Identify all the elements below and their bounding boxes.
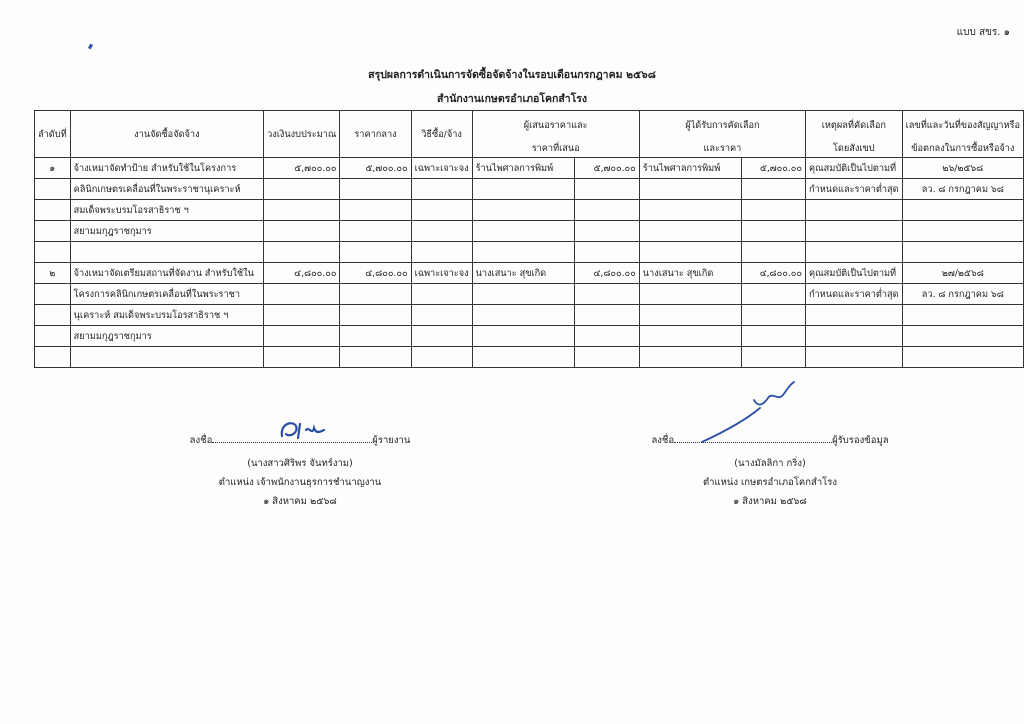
table-row bbox=[35, 263, 1024, 284]
cell-no: ๒ bbox=[35, 263, 71, 284]
cell-contract-no: ๒๖/๒๕๖๘ bbox=[902, 158, 1023, 179]
handwritten-signature-right bbox=[698, 378, 808, 448]
cell-budget: ๔,๘๐๐.๐๐ bbox=[264, 263, 340, 284]
col-budget: วงเงินงบประมาณ bbox=[264, 111, 340, 158]
col-contract: เลขที่และวันที่ของสัญญาหรือ bbox=[902, 111, 1023, 140]
cell-reason: กำหนดและราคาต่ำสุด bbox=[806, 284, 903, 305]
cell-item: โครงการคลินิกเกษตรเคลื่อนที่ในพระราชา bbox=[70, 284, 263, 305]
col-contract-sub: ข้อตกลงในการซื้อหรือจ้าง bbox=[902, 139, 1023, 158]
sign-role: ผู้รับรองข้อมูล bbox=[832, 435, 889, 446]
cell-reason: คุณสมบัติเป็นไปตามที่ bbox=[806, 158, 903, 179]
cell-method: เฉพาะเจาะจง bbox=[411, 158, 472, 179]
cell-item: สมเด็จพระบรมโอรสาธิราช ฯ bbox=[70, 200, 263, 221]
ink-mark bbox=[88, 44, 93, 50]
procurement-table bbox=[34, 110, 1024, 368]
sign-prefix: ลงชื่อ bbox=[189, 435, 213, 446]
table-row bbox=[35, 179, 1024, 200]
col-median-price: ราคากลาง bbox=[340, 111, 411, 158]
cell-method: เฉพาะเจาะจง bbox=[411, 263, 472, 284]
signer-name: (นางสาวศิริพร จันทร์งาม) bbox=[247, 458, 353, 469]
cell-item: นุเคราะห์ สมเด็จพระบรมโอรสาธิราช ฯ bbox=[70, 305, 263, 326]
cell-item: คลินิกเกษตรเคลื่อนที่ในพระราชานุเคราะห์ bbox=[70, 179, 263, 200]
document-title: สรุปผลการดำเนินการจัดซื้อจัดจ้างในรอบเดือนกรกฎาคม ๒๕๖๘ bbox=[368, 69, 656, 81]
table-row-empty bbox=[35, 347, 1024, 368]
cell-no: ๑ bbox=[35, 158, 71, 179]
col-bidder-sub: ราคาที่เสนอ bbox=[472, 139, 639, 158]
sign-date: ๑ สิงหาคม ๒๕๖๘ bbox=[733, 496, 807, 507]
col-method: วิธีซื้อ/จ้าง bbox=[411, 111, 472, 158]
sign-role: ผู้รายงาน bbox=[372, 435, 411, 446]
col-bidder: ผู้เสนอราคาและ bbox=[472, 111, 639, 140]
document-subtitle: สำนักงานเกษตรอำเภอโคกสำโรง bbox=[436, 93, 588, 105]
cell-bid-price: ๔,๘๐๐.๐๐ bbox=[575, 263, 640, 284]
col-no: ลำดับที่ bbox=[35, 111, 71, 158]
cell-median: ๕,๗๐๐.๐๐ bbox=[340, 158, 411, 179]
table-row bbox=[35, 326, 1024, 347]
cell-reason: คุณสมบัติเป็นไปตามที่ bbox=[806, 263, 903, 284]
sign-prefix: ลงชื่อ bbox=[651, 435, 675, 446]
signer-position: ตำแหน่ง เจ้าพนักงานธุรการชำนาญงาน bbox=[218, 477, 382, 488]
cell-item: จ้างเหมาจัดเตรียมสถานที่จัดงาน สำหรับใช้ใน bbox=[70, 263, 263, 284]
cell-contract-date: ลว. ๘ กรกฎาคม ๖๘ bbox=[902, 179, 1023, 200]
cell-item: สยามมกุฎราชกุมาร bbox=[70, 326, 263, 347]
cell-winner: นางเสนาะ สุขเกิด bbox=[639, 263, 741, 284]
col-reason: เหตุผลที่คัดเลือก bbox=[806, 111, 903, 140]
table-row bbox=[35, 284, 1024, 305]
sign-date: ๑ สิงหาคม ๒๕๖๘ bbox=[263, 496, 337, 507]
form-code: แบบ สขร. ๑ bbox=[956, 27, 1010, 38]
cell-budget: ๕,๗๐๐.๐๐ bbox=[264, 158, 340, 179]
header-row bbox=[35, 111, 1024, 140]
cell-win-price: ๕,๗๐๐.๐๐ bbox=[742, 158, 806, 179]
col-winner-sub: และราคา bbox=[639, 139, 805, 158]
signer-name: (นางมัลลิกา กริ่ง) bbox=[734, 458, 806, 469]
table-row bbox=[35, 305, 1024, 326]
cell-bidder: นางเสนาะ สุขเกิด bbox=[472, 263, 574, 284]
table-row bbox=[35, 158, 1024, 179]
cell-median: ๔,๘๐๐.๐๐ bbox=[340, 263, 411, 284]
cell-reason: กำหนดและราคาต่ำสุด bbox=[806, 179, 903, 200]
col-item: งานจัดซื้อจัดจ้าง bbox=[70, 111, 263, 158]
table-row bbox=[35, 221, 1024, 242]
cell-win-price: ๔,๘๐๐.๐๐ bbox=[742, 263, 806, 284]
col-winner: ผู้ได้รับการคัดเลือก bbox=[639, 111, 805, 140]
handwritten-signature-left bbox=[276, 418, 336, 444]
cell-bid-price: ๕,๗๐๐.๐๐ bbox=[575, 158, 640, 179]
cell-contract-date: ลว. ๘ กรกฎาคม ๖๘ bbox=[902, 284, 1023, 305]
col-reason-sub: โดยสังเขป bbox=[806, 139, 903, 158]
cell-contract-no: ๒๗/๒๕๖๘ bbox=[902, 263, 1023, 284]
cell-winner: ร้านไพศาลการพิมพ์ bbox=[639, 158, 741, 179]
signer-position: ตำแหน่ง เกษตรอำเภอโคกสำโรง bbox=[702, 477, 838, 488]
cell-item: จ้างเหมาจัดทำป้าย สำหรับใช้ในโครงการ bbox=[70, 158, 263, 179]
cell-bidder: ร้านไพศาลการพิมพ์ bbox=[472, 158, 574, 179]
table-row bbox=[35, 200, 1024, 221]
table-row-empty bbox=[35, 242, 1024, 263]
cell-item: สยามมกุฎราชกุมาร bbox=[70, 221, 263, 242]
